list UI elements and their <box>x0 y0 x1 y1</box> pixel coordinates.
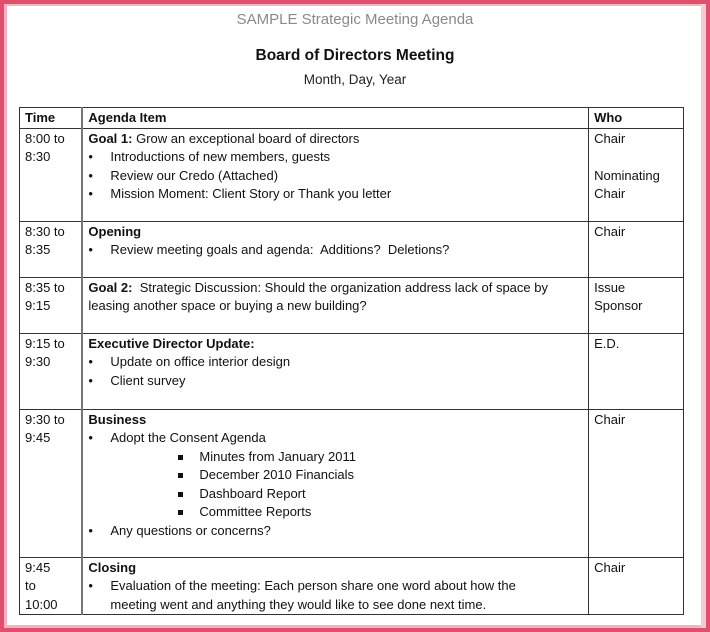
who-value: Issue <box>594 279 626 295</box>
time-cell <box>20 333 83 409</box>
list-item <box>88 241 582 260</box>
time-start: 8:30 to <box>25 223 65 239</box>
who-cell <box>589 557 684 615</box>
who-cell <box>589 128 684 221</box>
table-row <box>20 409 684 557</box>
table-row <box>20 128 684 221</box>
time-cell <box>20 128 83 221</box>
bullet-icon: • <box>88 578 93 593</box>
sub-list-item <box>88 466 582 485</box>
time-start: 8:35 to <box>25 279 65 295</box>
sub-list-item <box>88 503 582 522</box>
table-header-row <box>20 108 684 129</box>
list-item <box>88 148 582 167</box>
list-item-text: Evaluation of the meeting: Each person share one word about how the meeting went and anything they would like to see done next time. <box>110 578 516 612</box>
sub-list-item <box>88 485 582 504</box>
who-value: E.D. <box>594 335 620 351</box>
agenda-item-cell <box>82 277 588 333</box>
who-value: Chair <box>594 559 626 575</box>
bullet-icon: • <box>88 430 93 445</box>
time-to: to <box>25 578 36 593</box>
bullet-icon: • <box>88 372 93 388</box>
bullet-icon: • <box>88 149 93 164</box>
list-item <box>88 185 582 204</box>
bullet-icon: • <box>88 167 93 183</box>
square-bullet-icon <box>178 473 183 478</box>
square-bullet-icon <box>178 455 183 460</box>
table-row <box>20 333 684 409</box>
item-title: Executive Director Update: <box>88 335 255 351</box>
table-row <box>20 277 684 333</box>
list-item <box>88 522 582 541</box>
time-start: 9:30 to <box>25 411 65 427</box>
who-value: Chair <box>594 186 626 201</box>
time-start: 8:00 to <box>25 130 65 146</box>
square-bullet-icon <box>178 492 183 497</box>
page-frame-right-band <box>701 4 706 628</box>
who-value: Sponsor <box>594 298 643 313</box>
agenda-item-cell <box>82 333 588 409</box>
header-time: Time <box>20 108 83 129</box>
time-end: 10:00 <box>25 596 58 612</box>
list-item-text: Any questions or concerns? <box>110 522 271 538</box>
who-value: Nominating <box>594 167 660 183</box>
who-cell <box>589 409 684 557</box>
sub-list-item-text: Minutes from January 2011 <box>199 448 356 464</box>
list-item <box>88 577 582 614</box>
who-cell <box>589 333 684 409</box>
list-item <box>88 353 582 372</box>
list-item-text: Mission Moment: Client Story or Thank you letter <box>110 186 392 201</box>
who-value: Chair <box>594 223 626 239</box>
time-end: 9:30 <box>25 354 51 369</box>
bullet-icon: • <box>88 522 93 538</box>
time-start: 9:15 to <box>25 335 65 351</box>
time-cell <box>20 557 83 615</box>
time-cell <box>20 221 83 277</box>
list-item <box>88 167 582 186</box>
time-end: 9:45 <box>25 430 51 445</box>
document-title: SAMPLE Strategic Meeting Agenda <box>236 11 474 28</box>
agenda-item-cell <box>82 221 588 277</box>
who-cell <box>589 221 684 277</box>
sub-list-item-text: Dashboard Report <box>199 485 306 501</box>
who-cell <box>589 277 684 333</box>
who-value: Chair <box>594 130 626 146</box>
agenda-item-cell <box>82 128 588 221</box>
bullet-icon: • <box>88 186 93 201</box>
list-item <box>88 429 582 448</box>
time-start: 9:45 <box>25 559 51 575</box>
table-row <box>20 557 684 615</box>
sub-list-item-text: Committee Reports <box>199 504 312 519</box>
item-title: Opening <box>88 223 142 239</box>
item-title: Goal 1: <box>88 130 133 146</box>
item-title: Business <box>88 411 147 427</box>
header-agenda-item: Agenda Item <box>82 108 588 129</box>
time-cell <box>20 277 83 333</box>
list-item-text: Review our Credo (Attached) <box>110 167 279 183</box>
item-title-rest: Strategic Discussion: Should the organization address lack of space by leasing another space or buying a new building? <box>88 279 552 313</box>
square-bullet-icon <box>178 510 183 515</box>
item-title-rest: Grow an exceptional board of directors <box>132 130 360 146</box>
item-title: Goal 2: <box>88 279 133 295</box>
table-row <box>20 221 684 277</box>
time-end: 8:30 <box>25 149 51 164</box>
bullet-icon: • <box>88 242 93 257</box>
list-item <box>88 372 582 391</box>
document-heading: Board of Directors Meeting <box>255 47 455 64</box>
list-item-text: Introductions of new members, guests <box>110 149 331 164</box>
agenda-item-cell <box>82 557 588 615</box>
sub-list-item <box>88 448 582 467</box>
time-cell <box>20 409 83 557</box>
sub-list-item-text: December 2010 Financials <box>199 467 355 482</box>
agenda-item-cell <box>82 409 588 557</box>
item-title: Closing <box>88 559 137 575</box>
list-item-text: Adopt the Consent Agenda <box>110 430 266 445</box>
list-item-text: Review meeting goals and agenda: Additions? Deletions? <box>110 242 450 257</box>
time-end: 8:35 <box>25 242 51 257</box>
time-end: 9:15 <box>25 298 51 313</box>
document-date: Month, Day, Year <box>303 72 407 87</box>
who-value: Chair <box>594 411 626 427</box>
agenda-table <box>19 107 684 615</box>
list-item-text: Update on office interior design <box>110 354 291 369</box>
bullet-icon: • <box>88 354 93 369</box>
header-who: Who <box>589 108 684 129</box>
list-item-text: Client survey <box>110 372 186 388</box>
